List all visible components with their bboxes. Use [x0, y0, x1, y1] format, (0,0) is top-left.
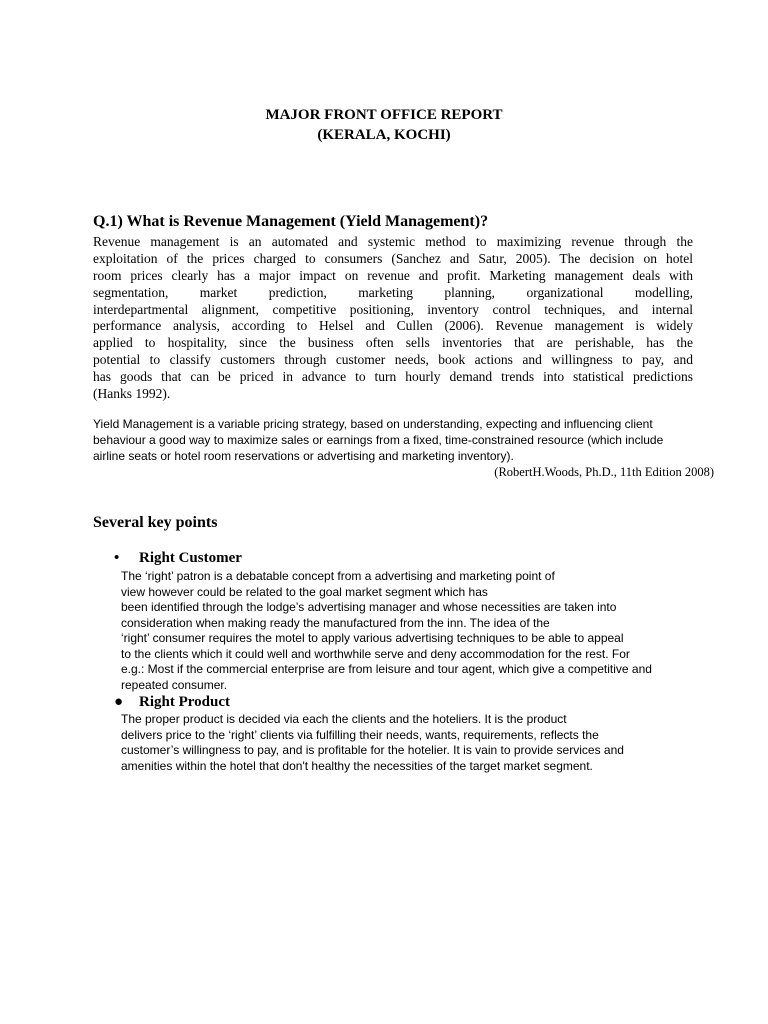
bullet-line: to the clients which it could well and worthwhile serve and deny accommodation for the rest. For [121, 646, 630, 661]
bullet-line: e.g.: Most if the commercial enterprise are from leisure and tour agent, which give a competitive and [121, 662, 652, 676]
bullet-title: Right Customer [139, 550, 242, 566]
bullet-line: customer’s willingness to pay, and is profitable for the hotelier. It is vain to provide services and [121, 743, 624, 757]
paragraph-line: room prices clearly has a major impact on revenue and profit. Marketing management deals with [93, 267, 693, 283]
question-heading: Q.1) What is Revenue Management (Yield Management)? [93, 213, 489, 230]
paragraph-line: applied to hospitality, since the business often sells inventories that are perishable, has the [93, 335, 693, 351]
citation: (RobertH.Woods, Ph.D., 11th Edition 2008) [494, 465, 714, 479]
bullet-line: been identified through the lodge’s advertising manager and whose necessities are taken into [121, 600, 617, 614]
paragraph-line: potential to classify customers through customer needs, book actions and willingness to pay, and [93, 352, 693, 368]
bullet-heading-right-customer [114, 549, 242, 567]
right-customer-text [121, 569, 696, 693]
bullet-line: amenities within the hotel that don't healthy the necessities of the target market segment. [121, 758, 593, 773]
paragraph-line: segmentation, market prediction, marketing planning, organizational modelling, [93, 284, 693, 300]
report-title: MAJOR FRONT OFFICE REPORT [265, 107, 503, 123]
bullet-icon: ● [114, 694, 124, 710]
bullet-line: consideration when making ready the manufactured from the inn. The idea of the [121, 615, 550, 630]
paragraph-line: performance analysis, according to Helsel and Cullen (2006). Revenue management is widely [93, 318, 693, 334]
bullet-title: Right Product [139, 694, 230, 710]
bullet-line: The ‘right’ patron is a debatable concept from a advertising and marketing point of [121, 569, 555, 583]
revenue-management-paragraph [93, 234, 693, 403]
bullet-icon: • [114, 550, 120, 566]
paragraph-line: exploitation of the prices charged to consumers (Sanchez and Satır, 2005). The decision on hotel [93, 250, 693, 266]
key-points-heading: Several key points [93, 514, 218, 531]
bullet-line: ‘right’ consumer requires the motel to apply various advertising techniques to be able to appeal [121, 631, 624, 645]
bullet-heading-right-product [114, 693, 230, 711]
bullet-line: view however could be related to the goal market segment which has [121, 584, 488, 599]
paragraph-line: interdepartmental alignment, competitive positioning, inventory control techniques, and internal [93, 301, 693, 317]
right-product-text [121, 712, 696, 774]
paragraph-line: airline seats or hotel room reservations or advertising and marketing inventory). [93, 449, 514, 463]
paragraph-line: Yield Management is a variable pricing strategy, based on understanding, expecting and influencing client [93, 417, 653, 431]
paragraph-line: behaviour a good way to maximize sales or earnings from a fixed, time-constrained resource (which include [93, 433, 664, 447]
paragraph-line: has goods that can be priced in advance to turn hourly demand trends into statistical predictions [93, 369, 693, 385]
bullet-line: The proper product is decided via each the clients and the hoteliers. It is the product [121, 712, 567, 726]
paragraph-line: Revenue management is an automated and systemic method to maximizing revenue through the [93, 234, 693, 249]
bullet-line: delivers price to the ‘right’ clients via fulfilling their needs, wants, requirements, reflects the [121, 727, 599, 742]
bullet-line: repeated consumer. [121, 677, 228, 692]
paragraph-line: (Hanks 1992). [93, 386, 171, 402]
yield-management-paragraph [93, 416, 718, 480]
report-subtitle: (KERALA, KOCHI) [317, 127, 451, 143]
